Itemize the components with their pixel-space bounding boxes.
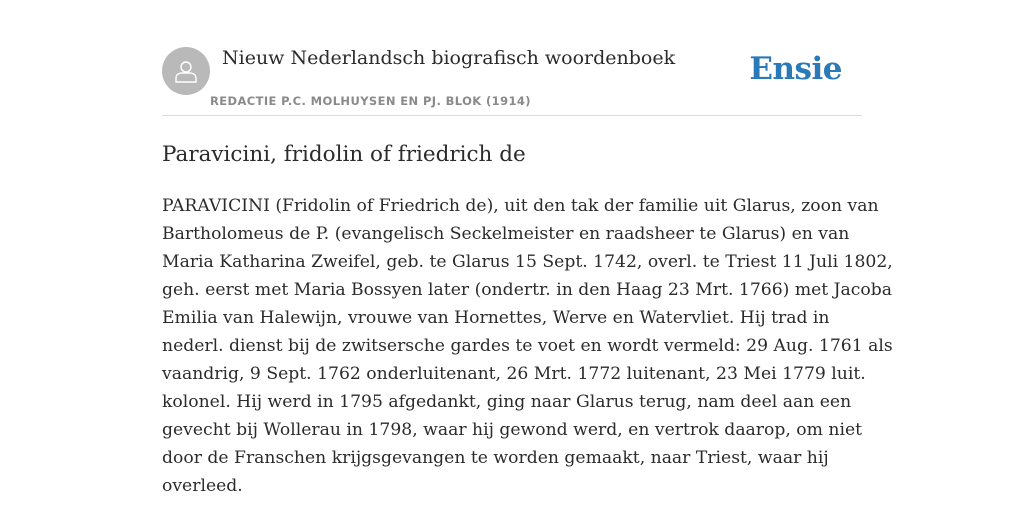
entry-body-line: Maria Katharina Zweifel, geb. te Glarus 15 Sept. 1742, overl. te Triest 11 Juli 1802, <box>162 252 893 272</box>
entry-body-line: Emilia van Halewijn, vrouwe van Hornettes, Werve en Watervliet. Hij trad in <box>162 308 830 328</box>
entry-body-line: door de Franschen krijgsgevangen te worden gemaakt, naar Triest, waar hij <box>162 448 829 468</box>
entry-body-line: geh. eerst met Maria Bossyen later (ondertr. in den Haag 23 Mrt. 1766) met Jacoba <box>162 280 893 300</box>
entry-body-line: Bartholomeus de P. (evangelisch Seckelmeister en raadsheer te Glarus) en van <box>162 224 850 244</box>
user-avatar-icon[interactable] <box>162 47 210 95</box>
entry-body <box>162 192 893 500</box>
entry-body-line: kolonel. Hij werd in 1795 afgedankt, ging naar Glarus terug, nam deel aan een <box>162 392 852 412</box>
entry-body-line: overleed. <box>162 476 243 496</box>
entry-body-line: gevecht bij Wollerau in 1798, waar hij gewond werd, en vertrok daarop, om niet <box>162 420 863 440</box>
entry-title: Paravicini, fridolin of friedrich de <box>162 142 526 167</box>
entry-body-line: PARAVICINI (Fridolin of Friedrich de), uit den tak der familie uit Glarus, zoon van <box>162 196 879 216</box>
source-title[interactable]: Nieuw Nederlandsch biografisch woordenboek <box>222 47 676 69</box>
entry-body-line: nederl. dienst bij de zwitsersche gardes te voet en wordt vermeld: 29 Aug. 1761 als <box>162 336 893 356</box>
header-divider <box>162 115 862 116</box>
source-editors: REDACTIE P.C. MOLHUYSEN EN PJ. BLOK (1914) <box>210 94 531 108</box>
ensie-logo[interactable]: Ensie <box>749 51 842 87</box>
entry-body-line: vaandrig, 9 Sept. 1762 onderluitenant, 26 Mrt. 1772 luitenant, 23 Mei 1779 luit. <box>162 364 866 384</box>
